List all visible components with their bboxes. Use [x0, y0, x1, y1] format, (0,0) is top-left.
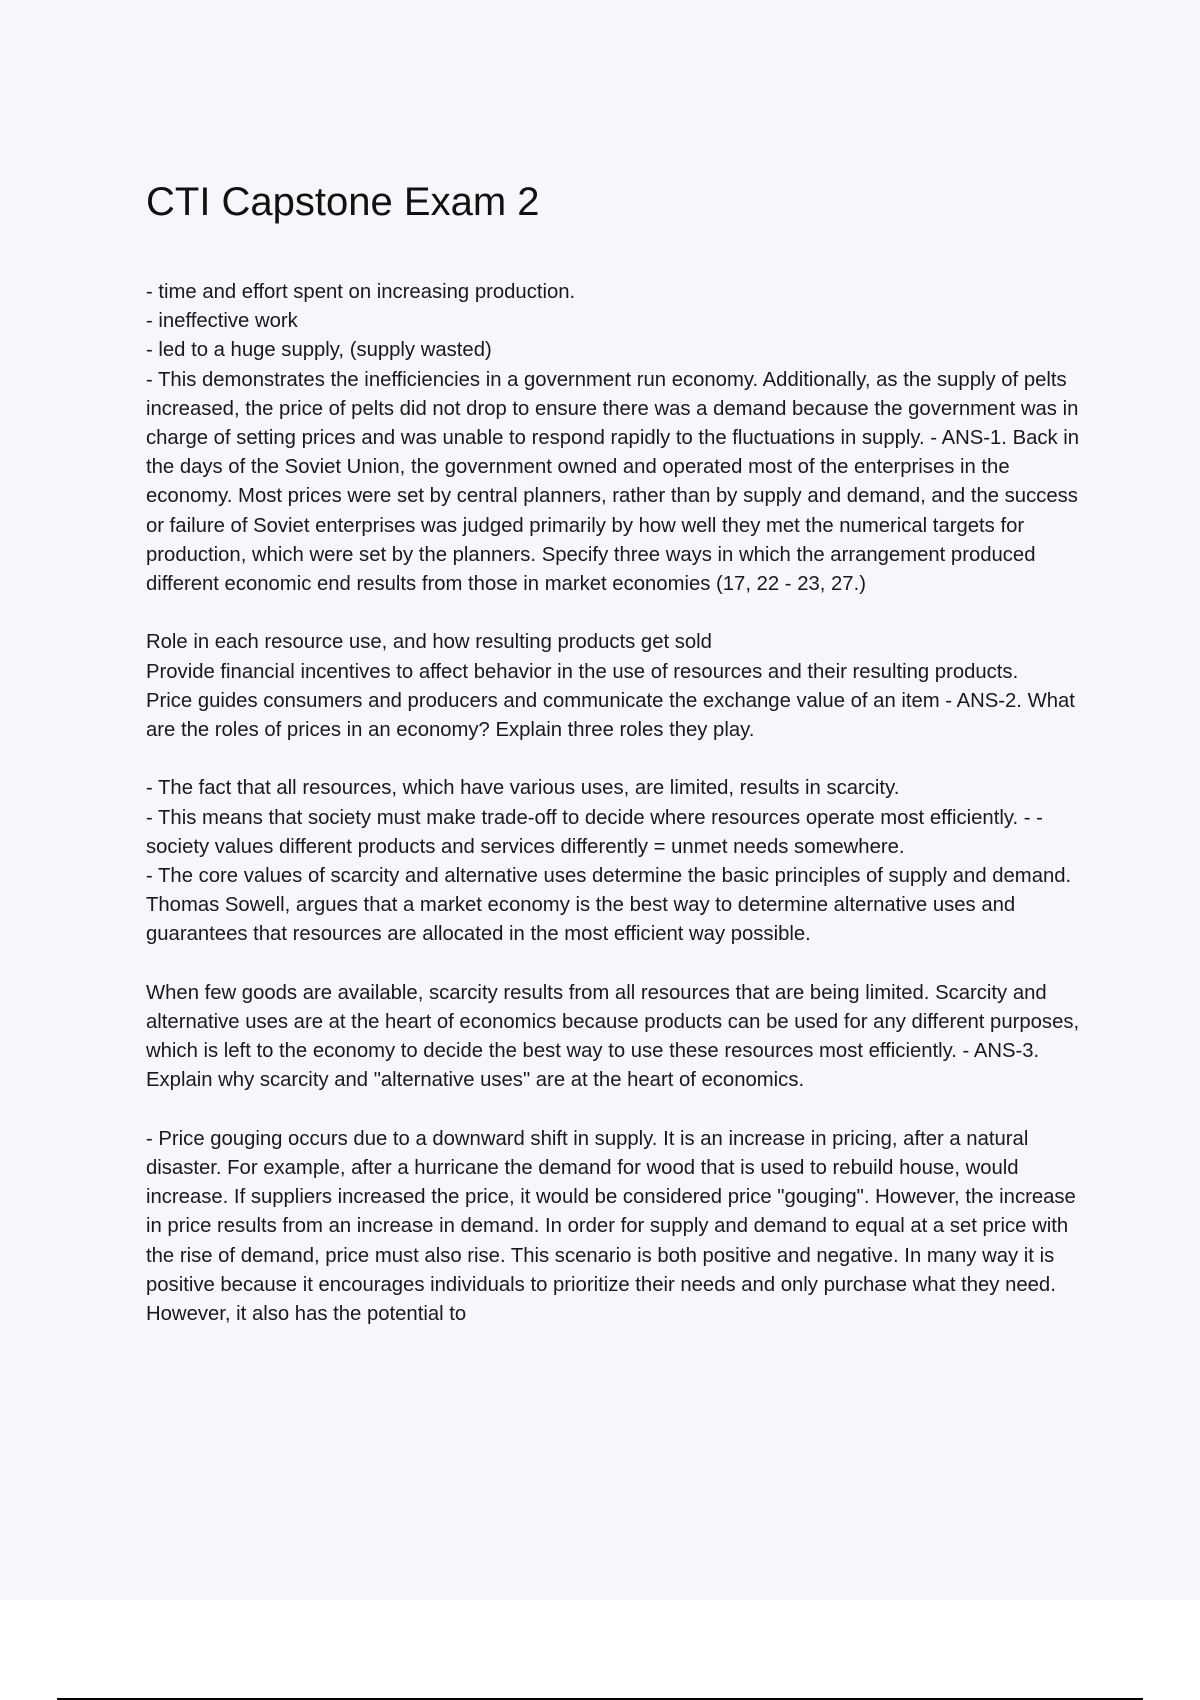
- text-line: - led to a huge supply, (supply wasted): [146, 339, 492, 362]
- text-line: - ineffective work: [146, 310, 298, 333]
- text-line: - time and effort spent on increasing production.: [146, 281, 576, 303]
- text-line: When few goods are available, scarcity results from all resources that are being limited. Scarcity and alternative uses are at the heart of economics because products can be used for any different purposes, which is left to the economy to decide the best way to use these resources most efficiently. - ANS-3. Explain why scarcity and "alternative uses" are at the heart of economics.: [146, 981, 1080, 1092]
- text-line: Price guides consumers and producers and communicate the exchange value of an item - ANS-2. What are the roles of prices in an economy? Explain three roles they play.: [146, 689, 1075, 742]
- paragraph-scarcity-points: [146, 774, 1094, 949]
- text-line: - Price gouging occurs due to a downward shift in supply. It is an increase in pricing, after a natural disaster. For example, after a hurricane the demand for wood that is used to rebuild house, would increase. If suppliers increased the price, it would be considered price "gouging". However, the increase in price results from an increase in demand. In order for supply and demand to equal at a set price with the rise of demand, price must also rise. This scenario is both positive and negative. In many way it is positive because it encourages individuals to prioritize their needs and only purchase what they need. However, it also has the potential to: [146, 1127, 1076, 1326]
- text-line: Provide financial incentives to affect behavior in the use of resources and their resulting products.: [146, 660, 1019, 683]
- paragraph-answer-3: [146, 979, 1094, 1096]
- text-line: - The fact that all resources, which have various uses, are limited, results in scarcity.: [146, 777, 900, 800]
- text-line: - This means that society must make trade-off to decide where resources operate most efficiently. - - society values different products and services differently = unmet needs somewhere.: [146, 806, 1043, 858]
- text-line: - This demonstrates the inefficiencies in a government run economy. Additionally, as the supply of pelts increased, the price of pelts did not drop to ensure there was a demand because the government was in charge of setting prices and was unable to respond rapidly to the fluctuations in supply. - ANS-1. Back in the days of the Soviet Union, the government owned and operated most of the enterprises in the economy. Most prices were set by central planners, rather than by supply and demand, and the success or failure of Soviet enterprises was judged primarily by how well they met the numerical targets for production, which were set by the planners. Specify three ways in which the arrangement produced different economic end results from those in market economies (17, 22 - 23, 27.): [146, 368, 1080, 596]
- paragraph-answer-1: [146, 278, 1094, 599]
- document-title: CTI Capstone Exam 2: [146, 180, 540, 224]
- text-line: - The core values of scarcity and alternative uses determine the basic principles of supply and demand. Thomas Sowell, argues that a market economy is the best way to determine alternative uses and guarantees that resources are allocated in the most efficient way possible.: [146, 865, 1072, 946]
- paragraph-answer-2: [146, 628, 1094, 745]
- paragraph-price-gouging: [146, 1125, 1094, 1329]
- text-line: Role in each resource use, and how resulting products get sold: [146, 631, 712, 654]
- document-body: [146, 278, 1094, 1329]
